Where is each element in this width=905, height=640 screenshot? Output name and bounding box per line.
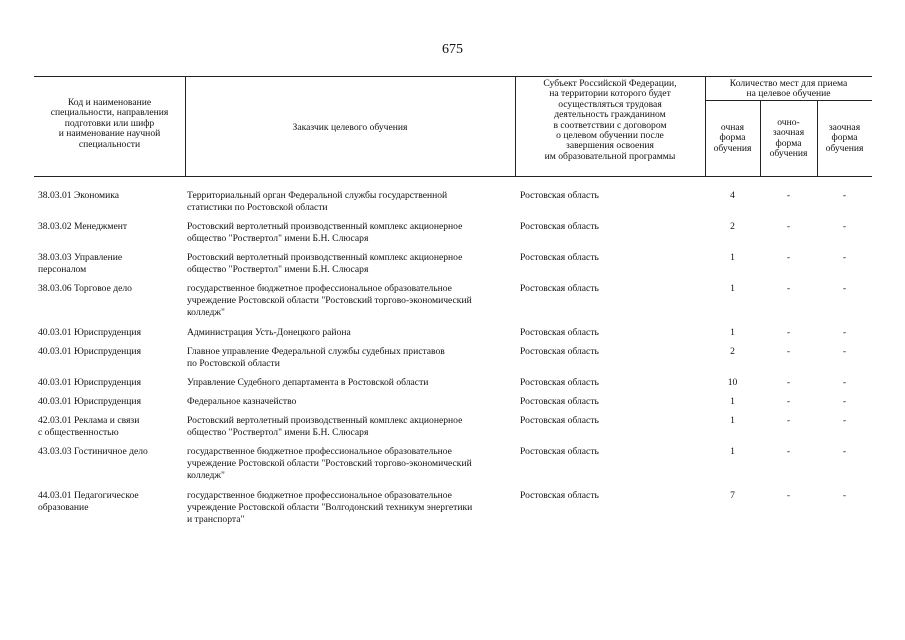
row-customer: государственное бюджетное профессиональное образовательное учреждение Ростовской области "Ростовский торгово-экономический колледж" xyxy=(187,446,472,481)
header-region: Субъект Российской Федерации, на территории которого будет осуществляться трудовая деятельность гражданином в соответствии с договором о целевом обучении после завершения освоения им образовательной программы xyxy=(543,78,677,162)
row-part-time: - xyxy=(786,252,791,263)
row-customer: Федеральное казначейство xyxy=(187,396,297,407)
row-extramural: - xyxy=(842,415,847,426)
row-part-time: - xyxy=(786,377,791,388)
table-top-border xyxy=(34,76,872,77)
row-part-time: - xyxy=(786,415,791,426)
row-code: 44.03.01 Педагогическое образование xyxy=(38,490,139,513)
header-code: Код и наименование специальности, направления подготовки или шифр и наименование научной специальности xyxy=(50,97,169,150)
row-extramural: - xyxy=(842,283,847,294)
row-code: 43.03.03 Гостиничное дело xyxy=(38,446,148,457)
row-customer: Управление Судебного департамента в Ростовской области xyxy=(187,377,429,388)
row-extramural: - xyxy=(842,346,847,357)
row-full-time: 1 xyxy=(730,415,735,426)
row-customer: Администрация Усть-Донецкого района xyxy=(187,327,351,338)
row-extramural: - xyxy=(842,490,847,501)
row-region: Ростовская область xyxy=(520,283,599,294)
row-customer: Ростовский вертолетный производственный комплекс акционерное общество "Роствертол" имени Б.Н. Слюсаря xyxy=(187,415,463,438)
row-region: Ростовская область xyxy=(520,377,599,388)
row-extramural: - xyxy=(842,327,847,338)
row-extramural: - xyxy=(842,252,847,263)
page-number: 675 xyxy=(442,42,463,57)
row-full-time: 1 xyxy=(730,396,735,407)
header-customer: Заказчик целевого обучения xyxy=(292,122,408,133)
row-region: Ростовская область xyxy=(520,327,599,338)
row-region: Ростовская область xyxy=(520,446,599,457)
row-full-time: 1 xyxy=(730,327,735,338)
row-part-time: - xyxy=(786,490,791,501)
row-full-time: 1 xyxy=(730,252,735,263)
row-region: Ростовская область xyxy=(520,221,599,232)
row-part-time: - xyxy=(786,327,791,338)
header-extramural: заочная форма обучения xyxy=(825,122,864,154)
row-customer: Главное управление Федеральной службы судебных приставов по Ростовской области xyxy=(187,346,445,369)
header-part-time: очно- заочная форма обучения xyxy=(769,117,808,160)
row-region: Ростовская область xyxy=(520,190,599,201)
row-code: 40.03.01 Юриспруденция xyxy=(38,346,141,357)
row-extramural: - xyxy=(842,190,847,201)
row-full-time: 7 xyxy=(730,490,735,501)
row-code: 42.03.01 Реклама и связи с общественностью xyxy=(38,415,140,438)
header-full-time: очная форма обучения xyxy=(713,122,752,154)
row-customer: государственное бюджетное профессиональное образовательное учреждение Ростовской области "Волгодонский техникум энергетики и транспорта" xyxy=(187,490,473,525)
row-part-time: - xyxy=(786,396,791,407)
row-code: 40.03.01 Юриспруденция xyxy=(38,327,141,338)
row-extramural: - xyxy=(842,377,847,388)
row-code: 40.03.01 Юриспруденция xyxy=(38,396,141,407)
row-extramural: - xyxy=(842,446,847,457)
row-customer: Ростовский вертолетный производственный комплекс акционерное общество "Роствертол" имени Б.Н. Слюсаря xyxy=(187,221,463,244)
row-region: Ростовская область xyxy=(520,346,599,357)
row-code: 40.03.01 Юриспруденция xyxy=(38,377,141,388)
row-full-time: 4 xyxy=(730,190,735,201)
header-bottom-border xyxy=(34,176,872,177)
places-subheader-rule xyxy=(705,100,872,101)
row-code: 38.03.06 Торговое дело xyxy=(38,283,132,294)
row-code: 38.03.03 Управление персоналом xyxy=(38,252,123,275)
row-customer: Ростовский вертолетный производственный комплекс акционерное общество "Роствертол" имени Б.Н. Слюсаря xyxy=(187,252,463,275)
header-places: Количество мест для приема на целевое обучение xyxy=(729,78,848,100)
row-customer: государственное бюджетное профессиональное образовательное учреждение Ростовской области "Ростовский торгово-экономический колледж" xyxy=(187,283,472,318)
row-full-time: 1 xyxy=(730,446,735,457)
row-extramural: - xyxy=(842,221,847,232)
row-code: 38.03.01 Экономика xyxy=(38,190,120,201)
row-part-time: - xyxy=(786,190,791,201)
row-region: Ростовская область xyxy=(520,415,599,426)
row-region: Ростовская область xyxy=(520,396,599,407)
row-full-time: 1 xyxy=(730,283,735,294)
row-extramural: - xyxy=(842,396,847,407)
row-part-time: - xyxy=(786,346,791,357)
row-customer: Территориальный орган Федеральной службы государственной статистики по Ростовской области xyxy=(187,190,448,213)
row-code: 38.03.02 Менеджмент xyxy=(38,221,128,232)
row-full-time: 10 xyxy=(727,377,738,388)
row-full-time: 2 xyxy=(730,346,735,357)
row-region: Ростовская область xyxy=(520,252,599,263)
row-full-time: 2 xyxy=(730,221,735,232)
row-part-time: - xyxy=(786,283,791,294)
row-region: Ростовская область xyxy=(520,490,599,501)
row-part-time: - xyxy=(786,446,791,457)
row-part-time: - xyxy=(786,221,791,232)
